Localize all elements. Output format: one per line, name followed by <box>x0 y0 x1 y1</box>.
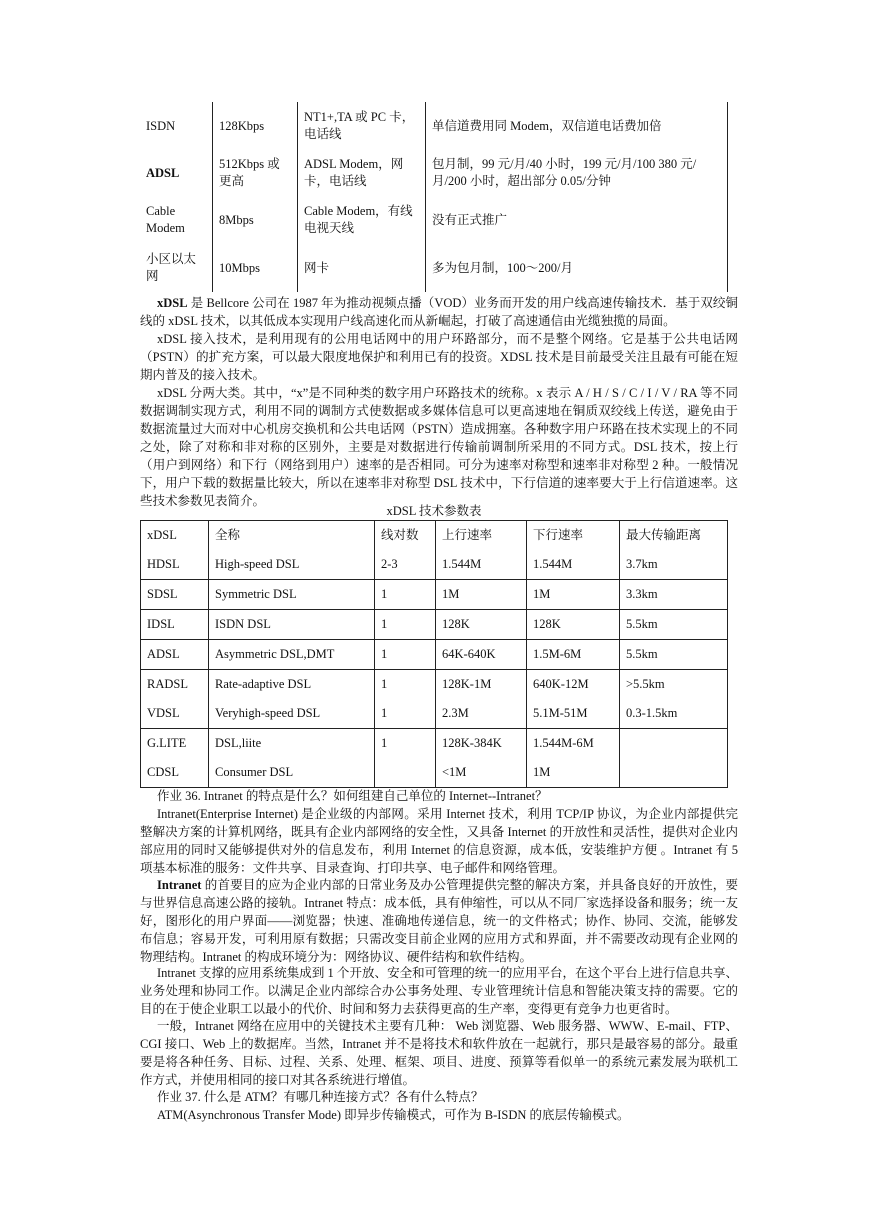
table-row <box>140 196 728 244</box>
header-cell: 线对数 <box>375 521 436 551</box>
table-row <box>141 670 728 700</box>
table-cell: 640K-12M <box>527 670 620 700</box>
table-cell: 小区以太网 <box>140 244 213 292</box>
table-cell: <1M <box>436 758 527 788</box>
table-cell: DSL,liite <box>209 729 375 759</box>
table-cell: Rate-adaptive DSL <box>209 670 375 700</box>
table-cell: 1.544M-6M <box>527 729 620 759</box>
table-cell: 5.5km <box>620 640 728 670</box>
table-row <box>140 244 728 292</box>
table-cell: 多为包月制，100～200/月 <box>426 244 728 292</box>
table-cell: Consumer DSL <box>209 758 375 788</box>
header-cell: 上行速率 <box>436 521 527 551</box>
paragraph-intranet-platform: Intranet 支撑的应用系统集成到 1 个开放、安全和可管理的统一的应用平台，在这个平台上进行信息共享、业务处理和协同工作。以满足企业内部综合办公事务处理、专业管理统计信息和智能决策支持的需要。它的目的在于使企业职工以最小的代价、时间和努力去获得更高的生产率，变得更有竞争力也更省时。 <box>140 966 738 1016</box>
table-cell: 5.1M-51M <box>527 699 620 729</box>
table-cell: RADSL <box>141 670 209 700</box>
table-cell: 单信道费用同 Modem，双信道电话费加倍 <box>426 102 728 150</box>
table-cell <box>620 729 728 759</box>
bold-term: xDSL <box>157 296 188 310</box>
paragraph-intranet-technologies: 一般，Intranet 网络在应用中的关键技术主要有几种： Web 浏览器、Web 服务器、WWW、E-mail、FTP、CGI 接口、Web 上的数据库。当然，Intranet 并不是将技术和软件放在一起就行，那只是最容易的部分。最重要是将各种任务、目标、过程、关系、处理、框架、项目、进度、预算等看似单一的系统元素发展为联机工作方式，并使用相同的接口对其各系统进行增值。 <box>140 1019 738 1087</box>
table-cell: 10Mbps <box>213 244 298 292</box>
table-cell: 1M <box>527 758 620 788</box>
table-cell: 64K-640K <box>436 640 527 670</box>
table-cell: High-speed DSL <box>209 550 375 580</box>
table-row <box>141 580 728 610</box>
homework-37-question: 作业 37. 什么是 ATM？有哪几种连接方式？各有什么特点？ <box>157 1090 484 1104</box>
table-cell: 1M <box>527 580 620 610</box>
table-cell <box>620 758 728 788</box>
table-cell: 1.544M <box>436 550 527 580</box>
table-cell: Asymmetric DSL,DMT <box>209 640 375 670</box>
table-cell: IDSL <box>141 610 209 640</box>
bold-term: Intranet <box>157 878 202 892</box>
paragraph-atm-definition: ATM(Asynchronous Transfer Mode) 即异步传输模式，可作为 B-ISDN 的底层传输模式。 <box>157 1108 630 1122</box>
table-cell: 0.3-1.5km <box>620 699 728 729</box>
table-cell: 128K <box>436 610 527 640</box>
table-cell: NT1+,TA 或 PC 卡，电话线 <box>298 102 426 150</box>
table-cell: 1 <box>375 640 436 670</box>
table-cell: ADSL <box>141 640 209 670</box>
table-cell: 1 <box>375 610 436 640</box>
table-cell: SDSL <box>141 580 209 610</box>
table-cell: 包月制，99 元/月/40 小时，199 元/月/100 380 元/月/200 小时，超出部分 0.05/分钟 <box>426 150 728 196</box>
table-cell: G.LITE <box>141 729 209 759</box>
table-cell: 2.3M <box>436 699 527 729</box>
paragraph-text: 是 Bellcore 公司在 1987 年为推动视频点播（VOD）业务而开发的用户线高速传输技术．基于双绞铜线的 xDSL 技术，以其低成本实现用户线高速化而从新崛起，打破了高速通信由光缆独揽的局面。 <box>140 296 738 328</box>
header-cell: 下行速率 <box>527 521 620 551</box>
table-cell: ADSL <box>140 150 213 196</box>
table-row <box>141 640 728 670</box>
table-cell: ADSL Modem，网卡，电话线 <box>298 150 426 196</box>
table-cell <box>375 758 436 788</box>
table-cell: ISDN <box>140 102 213 150</box>
table-cell: 1 <box>375 580 436 610</box>
table-cell: 128K-384K <box>436 729 527 759</box>
table-cell: 1.5M-6M <box>527 640 620 670</box>
table-cell: 1 <box>375 729 436 759</box>
table-row <box>140 150 728 196</box>
table-cell: Cable Modem，有线电视天线 <box>298 196 426 244</box>
table-cell: 网卡 <box>298 244 426 292</box>
table-cell: Veryhigh-speed DSL <box>209 699 375 729</box>
paragraph-intranet-definition: Intranet(Enterprise Internet) 是企业级的内部网。采用 Internet 技术，利用 TCP/IP 协议，为企业内部提供完整解决方案的计算机网络，既具有企业内部网络的安全性，又具备 Internet 的开放性和灵活性，提供对企业内部应用的同时又能够提供对外的信息发布，利用 Internet 的信息资源，成本低，安装维护方便 。Intranet 有 5 项基本标准的服务：文件共享、目录查询、打印共享、电子邮件和网络管理。 <box>140 807 738 875</box>
table-cell: 5.5km <box>620 610 728 640</box>
table-header-row <box>141 521 728 551</box>
header-cell: 最大传输距离 <box>620 521 728 551</box>
table-cell: 1.544M <box>527 550 620 580</box>
paragraph-xdsl-types: xDSL 分两大类。其中，“x”是不同种类的数字用户环路技术的统称。x 表示 A / H / S / C / I / V / RA 等不同数据调制实现方式，利用不同的调制方式使数据或多媒体信息可以更高速地在铜质双绞线上传送，避免由于数据流量过大而对中心机房交换机和公共电话网（PSTN）造成拥塞。各种数字用户环路在技术实现上的不同之处，除了对称和非对称的区别外，主要是对数据进行传输前调制所采用的不同方式。DSL 技术，按上行（用户到网络）和下行（网络到用户）速率的是否相同。可分为速率对称型和速率非对称型 2 种。一般情况下，用户下载的数据量比较大，所以在速率非对称型 DSL 技术中，下行信道的速率要大于上行信道速率。这些技术参数见表简介。 <box>140 386 738 508</box>
table-cell: 8Mbps <box>213 196 298 244</box>
table-cell: VDSL <box>141 699 209 729</box>
table-cell: >5.5km <box>620 670 728 700</box>
access-comparison-table <box>140 102 728 292</box>
homework-36-question: 作业 36. Intranet 的特点是什么？如何组建自己单位的 Internet--Intranet？ <box>157 789 548 803</box>
table-cell: 128K <box>527 610 620 640</box>
table-row <box>141 550 728 580</box>
table-cell: 2-3 <box>375 550 436 580</box>
table-cell: 128K-1M <box>436 670 527 700</box>
header-cell: 全称 <box>209 521 375 551</box>
table-cell: 没有正式推广 <box>426 196 728 244</box>
table-cell: 128Kbps <box>213 102 298 150</box>
table-cell: ISDN DSL <box>209 610 375 640</box>
table-cell: HDSL <box>141 550 209 580</box>
table-cell: 3.7km <box>620 550 728 580</box>
table-row <box>140 102 728 150</box>
table-row <box>141 758 728 788</box>
table-cell: 3.3km <box>620 580 728 610</box>
table-cell: Cable Modem <box>140 196 213 244</box>
table-row <box>141 610 728 640</box>
paragraph-xdsl-access: xDSL 接入技术，是利用现有的公用电话网中的用户环路部分，而不是整个网络。它是基于公共电话网（PSTN）的扩充方案，可以最大限度地保护和利用已有的投资。XDSL 技术是目前最受关注且最有可能在短期内普及的接入技术。 <box>140 332 738 382</box>
paragraph-xdsl-intro <box>140 294 738 330</box>
xdsl-parameter-table <box>140 520 728 788</box>
table-row <box>141 729 728 759</box>
table-cell: 1M <box>436 580 527 610</box>
table-cell: Symmetric DSL <box>209 580 375 610</box>
table-cell: CDSL <box>141 758 209 788</box>
table-cell: 1 <box>375 699 436 729</box>
table-cell: 512Kbps 或更高 <box>213 150 298 196</box>
table-caption: xDSL 技术参数表 <box>386 504 482 518</box>
header-cell: xDSL <box>141 521 209 551</box>
paragraph-text: 的首要目的应为企业内部的日常业务及办公管理提供完整的解决方案，并具备良好的开放性，要与世界信息高速公路的接轨。Intranet 特点：成本低，具有伸缩性，可以从不同厂家选择设备和服务；统一友好，图形化的用户界面——浏览器；快速、准确地传递信息，统一的文件格式；协作、协同、交流，能够发布信息；容易开发，可利用原有数据；只需改变目前企业网的应用方式和界面，并不需要改动现有企业网的物理结构。Intranet 的构成环境分为：网络协议、硬件结构和软件结构。 <box>140 878 738 964</box>
table-row <box>141 699 728 729</box>
table-cell: 1 <box>375 670 436 700</box>
paragraph-intranet-purpose <box>140 876 738 966</box>
